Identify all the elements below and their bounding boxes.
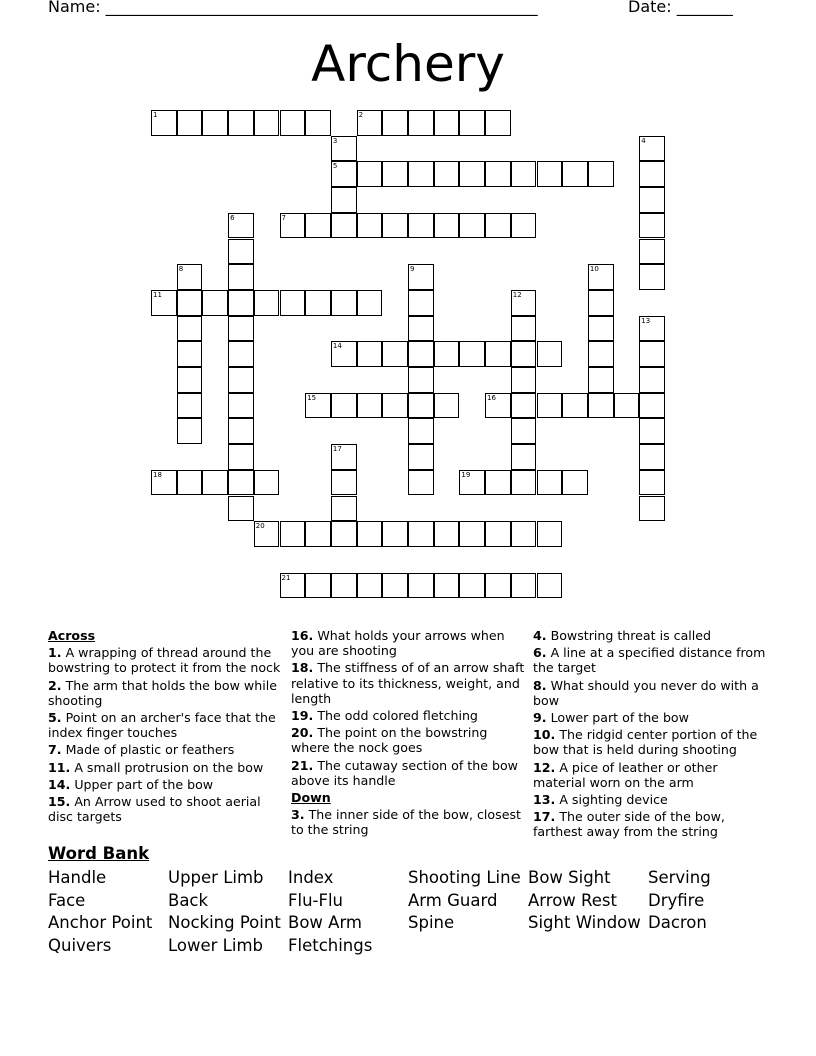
word-bank-item: Fletchings [288, 935, 373, 955]
clue-number: 18. [291, 660, 314, 676]
grid-cell[interactable] [511, 418, 537, 444]
grid-cell[interactable] [434, 110, 460, 136]
grid-cell[interactable] [485, 161, 511, 187]
grid-cell[interactable] [408, 521, 434, 547]
clue-number: 2. [48, 677, 62, 693]
word-bank-item: Upper Limb [168, 868, 264, 887]
grid-cell[interactable] [588, 264, 614, 290]
grid-cell[interactable] [614, 393, 640, 419]
grid-cell[interactable] [177, 470, 203, 496]
word-bank-title: Word Bank [48, 844, 150, 863]
grid-cell[interactable] [331, 161, 357, 187]
grid-cell[interactable] [177, 418, 203, 444]
grid-cell[interactable] [305, 110, 331, 136]
grid-cell[interactable] [331, 573, 357, 599]
grid-cell[interactable] [511, 213, 537, 239]
clue-text: The inner side of the bow, closest to the string [291, 807, 521, 838]
grid-cell[interactable] [331, 187, 357, 213]
grid-cell[interactable] [228, 444, 254, 470]
grid-cell[interactable] [639, 316, 665, 342]
word-bank-item: Handle [48, 868, 107, 887]
clue-item [533, 645, 769, 675]
clue-number: 2 [358, 111, 364, 119]
grid-cell[interactable] [511, 367, 537, 393]
grid-cell[interactable] [254, 290, 280, 316]
grid-cell[interactable] [485, 213, 511, 239]
clue-item [48, 777, 284, 792]
word-bank-item: Anchor Point [48, 913, 153, 932]
clues-column-3 [533, 628, 769, 842]
grid-cell[interactable] [305, 290, 331, 316]
clue-number: 14 [332, 342, 342, 351]
clue-item [48, 742, 284, 757]
grid-cell[interactable] [588, 367, 614, 393]
grid-cell[interactable] [177, 367, 203, 393]
grid-cell[interactable] [408, 444, 434, 470]
grid-cell[interactable] [228, 290, 254, 316]
grid-cell[interactable] [228, 264, 254, 290]
grid-cell[interactable] [562, 470, 588, 496]
grid-cell[interactable] [485, 341, 511, 367]
name-field[interactable]: Name: ______________________________________________________ [48, 0, 538, 16]
grid-cell[interactable] [537, 573, 563, 599]
clue-number: 19 [461, 470, 471, 479]
grid-cell[interactable] [639, 264, 665, 290]
clue-item [533, 809, 769, 839]
grid-cell[interactable] [357, 213, 383, 239]
word-bank [48, 867, 788, 956]
grid-cell[interactable] [177, 264, 203, 290]
clue-number: 17. [533, 809, 556, 825]
clue-number: 19. [291, 708, 314, 724]
word-bank-item: Bow Sight [528, 868, 611, 887]
grid-cell[interactable] [228, 213, 254, 239]
grid-cell[interactable] [537, 470, 563, 496]
grid-cell[interactable] [228, 239, 254, 265]
grid-cell[interactable] [511, 341, 537, 367]
clue-number: 12 [512, 290, 522, 299]
clue-text: The outer side of the bow, farthest away from the string [533, 809, 725, 840]
clue-item [533, 678, 769, 708]
date-field[interactable]: Date: _______ [628, 0, 733, 16]
clue-text: Bowstring threat is called [546, 628, 712, 643]
grid-cell[interactable] [177, 393, 203, 419]
clue-text: A wrapping of thread around the bowstring to protect it from the nock [48, 645, 281, 676]
grid-cell[interactable] [228, 316, 254, 342]
grid-cell[interactable] [639, 136, 665, 162]
grid-cell[interactable] [254, 521, 280, 547]
grid-cell[interactable] [639, 341, 665, 367]
clue-item [291, 660, 527, 706]
clue-text: Point on an archer's face that the index finger touches [48, 710, 276, 741]
grid-cell[interactable] [459, 341, 485, 367]
clue-number: 4. [533, 628, 547, 643]
grid-cell[interactable] [280, 521, 306, 547]
clue-item [48, 794, 284, 824]
grid-cell[interactable] [485, 470, 511, 496]
clue-number: 5. [48, 710, 62, 726]
clue-text: The stiffness of of an arrow shaft relative to its thickness, weight, and length [291, 660, 525, 706]
clue-number: 21. [291, 757, 314, 773]
grid-cell[interactable] [588, 316, 614, 342]
grid-cell[interactable] [357, 110, 383, 136]
grid-cell[interactable] [280, 290, 306, 316]
clue-item [533, 760, 769, 790]
grid-cell[interactable] [151, 110, 177, 136]
clue-text: Made of plastic or feathers [61, 742, 235, 758]
grid-cell[interactable] [228, 418, 254, 444]
clue-item [48, 678, 284, 708]
grid-cell[interactable] [511, 161, 537, 187]
grid-cell[interactable] [639, 393, 665, 419]
clue-number: 21 [281, 573, 291, 582]
grid-cell[interactable] [331, 136, 357, 162]
word-bank-item: Index [288, 868, 334, 887]
clue-number: 4 [641, 136, 646, 145]
grid-cell[interactable] [434, 573, 460, 599]
clues-column-1 [48, 628, 284, 826]
grid-cell[interactable] [537, 341, 563, 367]
clue-text: The cutaway section of the bow above its handle [291, 757, 518, 788]
word-bank-item: Back [168, 890, 209, 910]
clue-item [48, 710, 284, 740]
grid-cell[interactable] [485, 110, 511, 136]
grid-cell[interactable] [331, 290, 357, 316]
grid-cell[interactable] [511, 393, 537, 419]
grid-cell[interactable] [408, 573, 434, 599]
word-bank-item: Bow Arm [288, 913, 363, 932]
grid-cell[interactable] [639, 444, 665, 470]
grid-cell[interactable] [331, 213, 357, 239]
grid-cell[interactable] [434, 341, 460, 367]
clue-number: 9 [410, 265, 415, 274]
clue-number: 20 [255, 522, 265, 531]
clue-item [291, 725, 527, 755]
grid-cell[interactable] [459, 521, 485, 547]
grid-cell[interactable] [588, 290, 614, 316]
grid-cell[interactable] [408, 367, 434, 393]
clue-number: 11. [48, 759, 71, 775]
clue-number: 16 [487, 393, 497, 402]
clues-column-2 [291, 628, 527, 840]
clue-number: 10 [589, 265, 599, 274]
grid-cell[interactable] [382, 161, 408, 187]
grid-cell[interactable] [357, 393, 383, 419]
word-bank-item: Dacron [648, 913, 707, 932]
grid-cell[interactable] [228, 393, 254, 419]
clue-text: The odd colored fletching [313, 708, 478, 724]
grid-cell[interactable] [280, 110, 306, 136]
grid-cell[interactable] [228, 367, 254, 393]
clue-number: 1. [48, 645, 62, 661]
grid-cell[interactable] [202, 470, 228, 496]
grid-cell[interactable] [459, 110, 485, 136]
clue-item [291, 758, 527, 788]
clue-number: 13. [533, 792, 556, 808]
word-bank-item: Arrow Rest [528, 890, 617, 910]
across-heading: Across [48, 628, 96, 643]
clue-number: 11 [153, 290, 162, 299]
grid-cell[interactable] [382, 573, 408, 599]
grid-cell[interactable] [228, 470, 254, 496]
grid-cell[interactable] [357, 290, 383, 316]
word-bank-item: Flu-Flu [288, 890, 344, 910]
grid-cell[interactable] [177, 316, 203, 342]
grid-cell[interactable] [639, 496, 665, 522]
grid-cell[interactable] [639, 239, 665, 265]
clue-item [291, 708, 527, 723]
grid-cell[interactable] [254, 470, 280, 496]
grid-cell[interactable] [177, 110, 203, 136]
grid-cell[interactable] [408, 264, 434, 290]
clue-text: The point on the bowstring where the nock goes [291, 725, 488, 756]
clue-number: 9. [533, 710, 547, 726]
grid-cell[interactable] [305, 213, 331, 239]
word-bank-item: Serving [648, 868, 711, 887]
grid-cell[interactable] [408, 470, 434, 496]
clue-item [533, 792, 769, 807]
clue-number: 8. [533, 677, 547, 693]
clue-number: 5 [332, 162, 338, 171]
grid-cell[interactable] [434, 393, 460, 419]
clue-text: The arm that holds the bow while shooting [48, 677, 277, 708]
grid-cell[interactable] [331, 444, 357, 470]
grid-cell[interactable] [511, 290, 537, 316]
grid-cell[interactable] [459, 161, 485, 187]
clue-item [48, 645, 284, 675]
grid-cell[interactable] [588, 341, 614, 367]
grid-cell[interactable] [459, 573, 485, 599]
clue-text: A line at a specified distance from the target [533, 645, 766, 676]
grid-cell[interactable] [331, 470, 357, 496]
grid-cell[interactable] [639, 470, 665, 496]
grid-cell[interactable] [228, 341, 254, 367]
grid-cell[interactable] [382, 213, 408, 239]
grid-cell[interactable] [537, 521, 563, 547]
grid-cell[interactable] [357, 341, 383, 367]
grid-cell[interactable] [639, 161, 665, 187]
clue-number: 17 [332, 445, 342, 454]
grid-cell[interactable] [485, 521, 511, 547]
grid-cell[interactable] [305, 573, 331, 599]
clue-text: Upper part of the bow [70, 776, 214, 792]
grid-cell[interactable] [511, 316, 537, 342]
grid-cell[interactable] [280, 573, 306, 599]
grid-cell[interactable] [305, 393, 331, 419]
grid-cell[interactable] [254, 110, 280, 136]
grid-cell[interactable] [511, 470, 537, 496]
grid-cell[interactable] [202, 290, 228, 316]
word-bank-item: Spine [408, 913, 455, 932]
word-bank-item: Nocking Point [168, 913, 281, 932]
clue-number: 7. [48, 742, 62, 758]
grid-cell[interactable] [408, 161, 434, 187]
grid-cell[interactable] [408, 316, 434, 342]
clue-item [533, 727, 769, 757]
grid-cell[interactable] [434, 161, 460, 187]
grid-cell[interactable] [434, 213, 460, 239]
down-heading: Down [291, 790, 331, 806]
grid-cell[interactable] [408, 393, 434, 419]
grid-cell[interactable] [408, 341, 434, 367]
clue-text: Lower part of the bow [546, 710, 689, 726]
word-bank-item: Arm Guard [408, 890, 498, 910]
clue-number: 14. [48, 776, 71, 792]
clue-item [291, 628, 527, 658]
grid-cell[interactable] [228, 496, 254, 522]
grid-cell[interactable] [331, 393, 357, 419]
clue-number: 20. [291, 725, 314, 741]
grid-cell[interactable] [408, 418, 434, 444]
word-bank-item: Face [48, 890, 86, 910]
grid-cell[interactable] [639, 367, 665, 393]
clue-text: A pice of leather or other material worn on the arm [533, 759, 718, 790]
clue-text: What should you never do with a bow [533, 677, 759, 708]
grid-cell[interactable] [357, 161, 383, 187]
word-bank-item: Lower Limb [168, 935, 263, 955]
grid-cell[interactable] [537, 161, 563, 187]
clue-item [48, 760, 284, 775]
clue-text: What holds your arrows when you are shooting [291, 628, 505, 659]
grid-cell[interactable] [639, 187, 665, 213]
grid-cell[interactable] [408, 213, 434, 239]
grid-cell[interactable] [331, 341, 357, 367]
grid-cell[interactable] [202, 110, 228, 136]
grid-cell[interactable] [537, 393, 563, 419]
grid-cell[interactable] [639, 213, 665, 239]
grid-cell[interactable] [151, 290, 177, 316]
clue-text: A small protrusion on the bow [70, 759, 264, 775]
grid-cell[interactable] [562, 161, 588, 187]
word-bank-item: Shooting Line [408, 868, 521, 887]
grid-cell[interactable] [382, 341, 408, 367]
grid-cell[interactable] [382, 521, 408, 547]
grid-cell[interactable] [511, 521, 537, 547]
clue-number: 6 [230, 213, 235, 222]
clue-number: 15 [307, 393, 317, 402]
clue-number: 7 [281, 213, 286, 222]
clue-text: An Arrow used to shoot aerial disc targets [48, 794, 261, 825]
grid-cell[interactable] [639, 418, 665, 444]
grid-cell[interactable] [485, 393, 511, 419]
clue-text: A sighting device [555, 792, 668, 808]
grid-cell[interactable] [588, 161, 614, 187]
grid-cell[interactable] [357, 521, 383, 547]
grid-cell[interactable] [228, 110, 254, 136]
clue-number: 18 [153, 470, 162, 479]
clue-text: The ridgid center portion of the bow that is held during shooting [533, 727, 758, 758]
clue-item [533, 628, 769, 643]
grid-cell[interactable] [177, 341, 203, 367]
grid-cell[interactable] [331, 496, 357, 522]
grid-cell[interactable] [459, 213, 485, 239]
word-bank-item: Dryfire [648, 890, 705, 910]
grid-cell[interactable] [408, 110, 434, 136]
grid-cell[interactable] [382, 393, 408, 419]
grid-cell[interactable] [357, 573, 383, 599]
grid-cell[interactable] [382, 110, 408, 136]
clue-number: 15. [48, 794, 71, 810]
word-bank-item: Sight Window [528, 913, 641, 932]
grid-cell[interactable] [511, 573, 537, 599]
clue-number: 1 [153, 111, 158, 119]
clue-number: 12. [533, 759, 556, 775]
clue-item [533, 710, 769, 725]
clue-number: 3. [291, 807, 305, 823]
grid-cell[interactable] [562, 393, 588, 419]
clue-number: 6. [533, 645, 547, 661]
grid-cell[interactable] [485, 573, 511, 599]
grid-cell[interactable] [511, 444, 537, 470]
page-title: Archery [311, 35, 505, 93]
grid-cell[interactable] [408, 290, 434, 316]
clue-number: 3 [332, 136, 338, 145]
clue-item [291, 807, 527, 837]
word-bank-item: Quivers [48, 935, 112, 955]
clue-number: 16. [291, 628, 314, 643]
grid-cell[interactable] [588, 393, 614, 419]
clue-number: 8 [178, 265, 184, 274]
grid-cell[interactable] [151, 470, 177, 496]
grid-cell[interactable] [177, 290, 203, 316]
grid-cell[interactable] [331, 521, 357, 547]
clue-number: 13 [641, 316, 651, 325]
grid-cell[interactable] [280, 213, 306, 239]
grid-cell[interactable] [305, 521, 331, 547]
grid-cell[interactable] [434, 521, 460, 547]
clue-number: 10. [533, 727, 556, 743]
grid-cell[interactable] [459, 470, 485, 496]
